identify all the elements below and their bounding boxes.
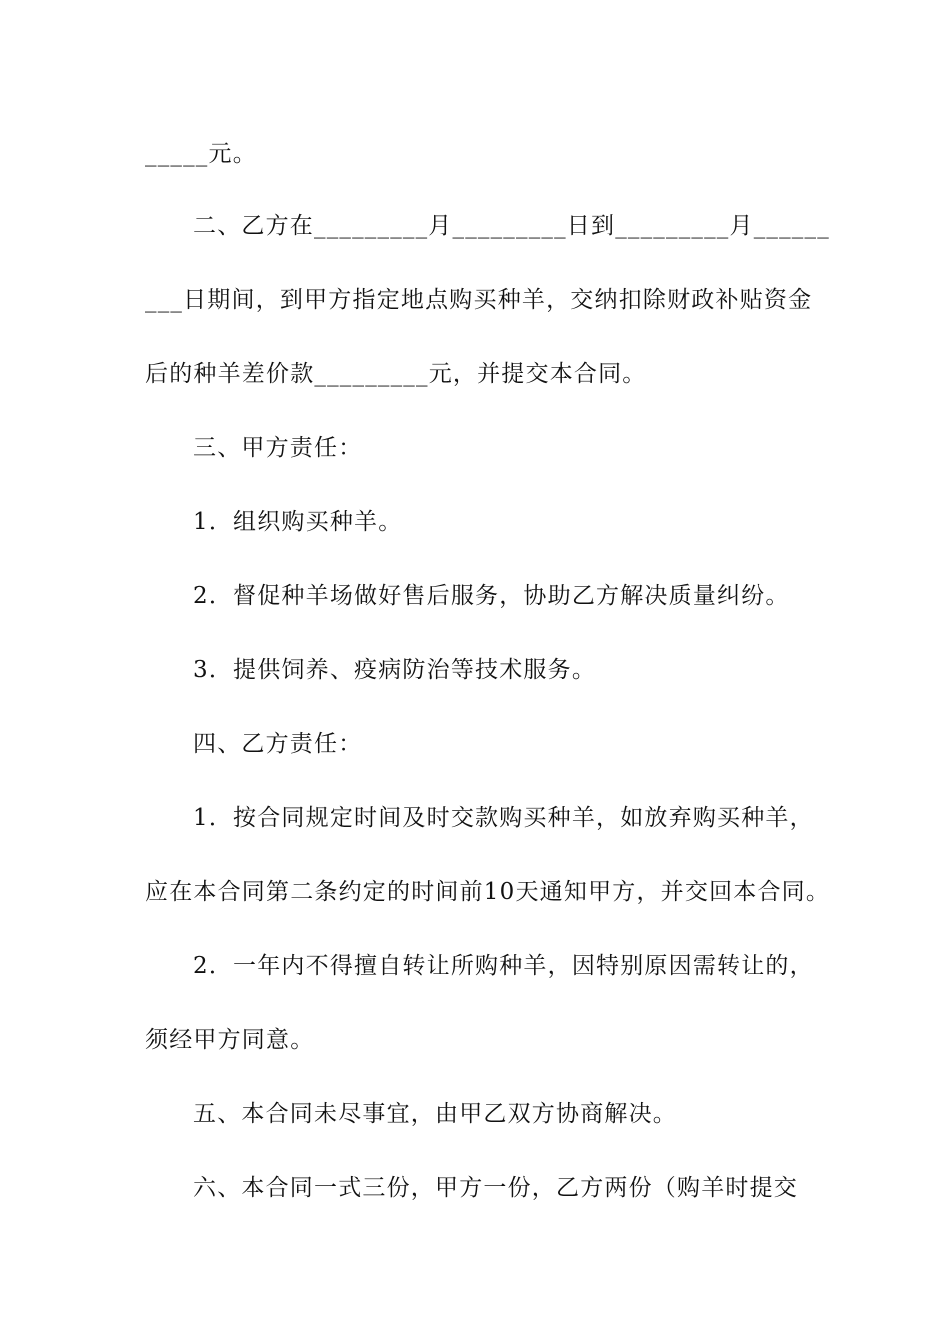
text-line-clause-2: 二、乙方在_________月_________日到_________月______ <box>193 213 830 239</box>
text-line-clause-3-item-3: 3．提供饲养、疫病防治等技术服务。 <box>193 657 597 683</box>
text-line-clause-3-item-2: 2．督促种羊场做好售后服务，协助乙方解决质量纠纷。 <box>193 583 790 609</box>
text-line-clause-6: 六、本合同一式三份，甲方一份，乙方两份（购羊时提交 <box>193 1175 798 1201</box>
text-line-amount-end: _____元。 <box>145 141 257 167</box>
text-line-clause-3-item-1: 1．组织购买种羊。 <box>193 509 403 535</box>
text-line-clause-4-item-1-cont: 应在本合同第二条约定的时间前10天通知甲方，并交回本合同。 <box>145 879 831 905</box>
text-line-clause-4-item-2-cont: 须经甲方同意。 <box>145 1027 315 1053</box>
text-line-clause-5: 五、本合同未尽事宜，由甲乙双方协商解决。 <box>193 1101 677 1127</box>
text-line-clause-3-heading: 三、甲方责任： <box>193 435 363 461</box>
text-line-clause-2-cont-1: ___日期间，到甲方指定地点购买种羊，交纳扣除财政补贴资金 <box>145 287 813 313</box>
text-line-clause-4-item-1: 1．按合同规定时间及时交款购买种羊，如放弃购买种羊， <box>193 805 814 831</box>
text-line-clause-4-heading: 四、乙方责任： <box>193 731 363 757</box>
text-line-clause-4-item-2: 2．一年内不得擅自转让所购种羊，因特别原因需转让的， <box>193 953 814 979</box>
text-line-clause-2-cont-2: 后的种羊差价款_________元，并提交本合同。 <box>145 361 647 387</box>
